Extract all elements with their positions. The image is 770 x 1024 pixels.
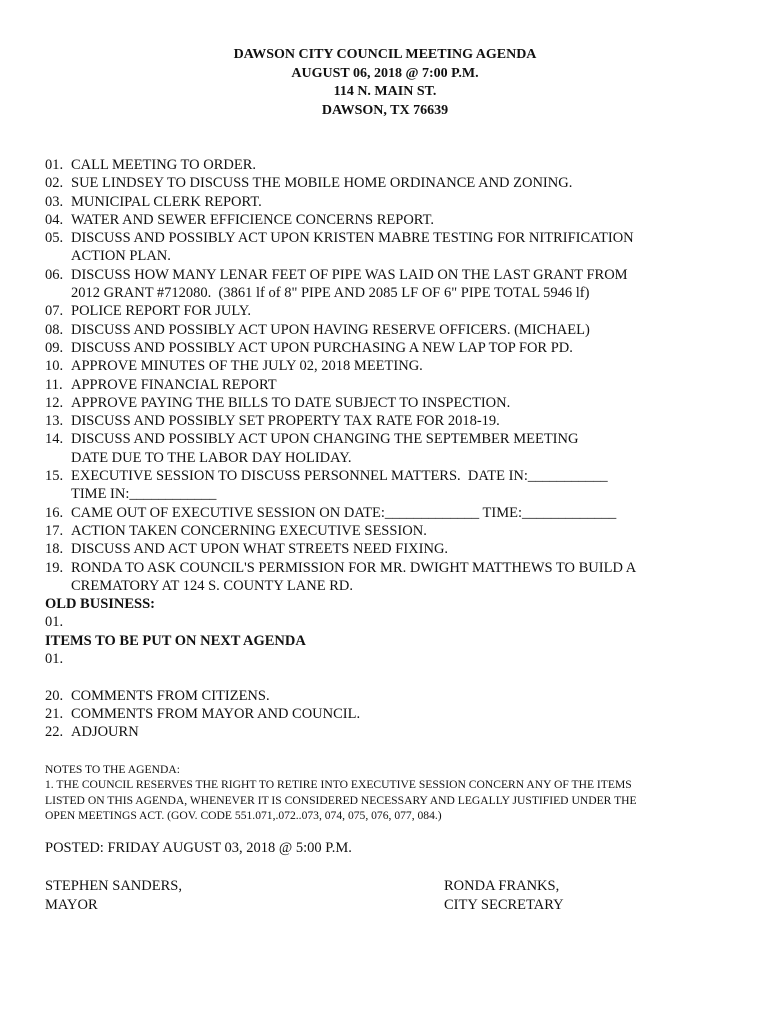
next-agenda-heading: ITEMS TO BE PUT ON NEXT AGENDA [45,632,306,649]
header-address: 114 N. MAIN ST. [333,84,437,99]
agenda-item-number: 22. [45,724,64,741]
agenda-item-continuation: ACTION PLAN. [71,248,171,265]
agenda-item-number: 11. [45,376,63,393]
agenda-item [45,467,745,485]
old-business-heading: OLD BUSINESS: [45,596,155,613]
agenda-item [45,430,745,448]
agenda-item [45,229,745,247]
old-business-item: 01. [45,614,64,631]
agenda-item [45,687,745,705]
agenda-item-number: 17. [45,522,64,539]
mayor-signature-block [45,877,182,915]
agenda-item [45,302,745,320]
agenda-item-number: 02. [45,175,64,192]
agenda-item-number: 20. [45,687,64,704]
closing-items [45,687,745,742]
agenda-item [45,559,745,577]
agenda-list [45,156,745,742]
agenda-item-text: RONDA TO ASK COUNCIL'S PERMISSION FOR MR. DWIGHT MATTHEWS TO BUILD A [71,559,637,576]
agenda-item [45,156,745,174]
header-city: DAWSON, TX 76639 [321,102,449,118]
agenda-item [45,174,745,192]
agenda-item-number: 08. [45,321,64,338]
agenda-item [45,705,745,723]
agenda-item-number: 09. [45,339,64,356]
agenda-item [45,504,745,522]
agenda-item-number: 19. [45,559,64,576]
agenda-item-number: 16. [45,504,64,521]
agenda-item-number: 13. [45,413,64,430]
agenda-item-number: 03. [45,193,64,210]
agenda-item-text: COMMENTS FROM MAYOR AND COUNCIL. [71,705,361,722]
agenda-item [45,412,745,430]
header-title: DAWSON CITY COUNCIL MEETING AGENDA [233,47,537,62]
agenda-item-text: APPROVE PAYING THE BILLS TO DATE SUBJECT TO INSPECTION. [71,394,511,411]
agenda-items [45,156,745,595]
mayor-name: STEPHEN SANDERS, [45,878,182,894]
agenda-item-text: EXECUTIVE SESSION TO DISCUSS PERSONNEL MATTERS. DATE IN:___________ [71,468,608,485]
agenda-item-text: CAME OUT OF EXECUTIVE SESSION ON DATE:_____________ TIME:_____________ [71,504,617,521]
agenda-item [45,211,745,229]
agenda-item-text: WATER AND SEWER EFFICIENCE CONCERNS REPORT. [71,211,434,228]
agenda-notes [45,762,745,824]
secretary-name: RONDA FRANKS, [444,878,560,894]
agenda-item-text: APPROVE MINUTES OF THE JULY 02, 2018 MEETING. [71,358,423,375]
notes-line: OPEN MEETINGS ACT. (GOV. CODE 551.071,.072..073, 074, 075, 076, 077, 084.) [45,809,442,823]
secretary-title: CITY SECRETARY [444,897,564,913]
notes-line: 1. THE COUNCIL RESERVES THE RIGHT TO RETIRE INTO EXECUTIVE SESSION CONCERN ANY OF THE ITEMS [45,778,632,792]
agenda-item-number: 07. [45,303,64,320]
agenda-item-text: DISCUSS AND POSSIBLY ACT UPON KRISTEN MABRE TESTING FOR NITRIFICATION [71,230,634,247]
agenda-item-number: 06. [45,266,64,283]
agenda-item-text: ADJOURN [71,724,139,741]
agenda-item-number: 18. [45,541,64,558]
agenda-item-text: DISCUSS HOW MANY LENAR FEET OF PIPE WAS LAID ON THE LAST GRANT FROM [71,266,628,283]
agenda-item-number: 21. [45,705,64,722]
agenda-item-text: DISCUSS AND POSSIBLY ACT UPON HAVING RESERVE OFFICERS. (MICHAEL) [71,321,590,338]
header-date: AUGUST 06, 2018 @ 7:00 P.M. [291,65,479,81]
next-agenda-item: 01. [45,651,64,668]
agenda-item [45,394,745,412]
agenda-item [45,357,745,375]
agenda-item [45,540,745,558]
agenda-item-text: DISCUSS AND POSSIBLY ACT UPON PURCHASING A NEW LAP TOP FOR PD. [71,339,573,356]
agenda-item-number: 14. [45,431,64,448]
agenda-item-continuation: 2012 GRANT #712080. (3861 lf of 8" PIPE AND 2085 LF OF 6" PIPE TOTAL 5946 lf) [71,285,590,302]
agenda-item-number: 04. [45,211,64,228]
agenda-item-text: DISCUSS AND ACT UPON WHAT STREETS NEED FIXING. [71,541,449,558]
agenda-item-text: POLICE REPORT FOR JULY. [71,303,252,320]
agenda-item [45,266,745,284]
agenda-item [45,339,745,357]
mayor-title: MAYOR [45,897,98,913]
notes-title: NOTES TO THE AGENDA: [45,763,180,776]
agenda-item-continuation: DATE DUE TO THE LABOR DAY HOLIDAY. [71,449,352,466]
agenda-item-text: DISCUSS AND POSSIBLY ACT UPON CHANGING THE SEPTEMBER MEETING [71,431,579,448]
agenda-item [45,321,745,339]
agenda-item [45,522,745,540]
notes-line: LISTED ON THIS AGENDA, WHENEVER IT IS CONSIDERED NECESSARY AND LEGALLY JUSTIFIED UNDER THE [45,793,637,807]
agenda-item-continuation: CREMATORY AT 124 S. COUNTY LANE RD. [71,577,353,594]
posted-date: POSTED: FRIDAY AUGUST 03, 2018 @ 5:00 P.M. [45,840,352,856]
agenda-item-number: 10. [45,358,64,375]
agenda-item-text: CALL MEETING TO ORDER. [71,157,257,173]
agenda-item-text: APPROVE FINANCIAL REPORT [71,376,277,393]
agenda-item-number: 15. [45,468,64,485]
secretary-signature-block [444,877,564,915]
agenda-item-number: 12. [45,394,64,411]
agenda-item [45,376,745,394]
agenda-item [45,193,745,211]
agenda-item-continuation: TIME IN:____________ [71,486,217,503]
spacer [45,668,745,686]
agenda-item-text: ACTION TAKEN CONCERNING EXECUTIVE SESSION. [71,522,427,539]
agenda-item-text: DISCUSS AND POSSIBLY SET PROPERTY TAX RATE FOR 2018-19. [71,413,500,430]
agenda-item-text: SUE LINDSEY TO DISCUSS THE MOBILE HOME ORDINANCE AND ZONING. [71,175,573,192]
agenda-item-number: 05. [45,230,64,247]
agenda-item-text: COMMENTS FROM CITIZENS. [71,687,270,704]
agenda-header [0,46,770,120]
agenda-item [45,723,745,741]
agenda-item-text: MUNICIPAL CLERK REPORT. [71,193,262,210]
agenda-item-number: 01. [45,157,64,173]
